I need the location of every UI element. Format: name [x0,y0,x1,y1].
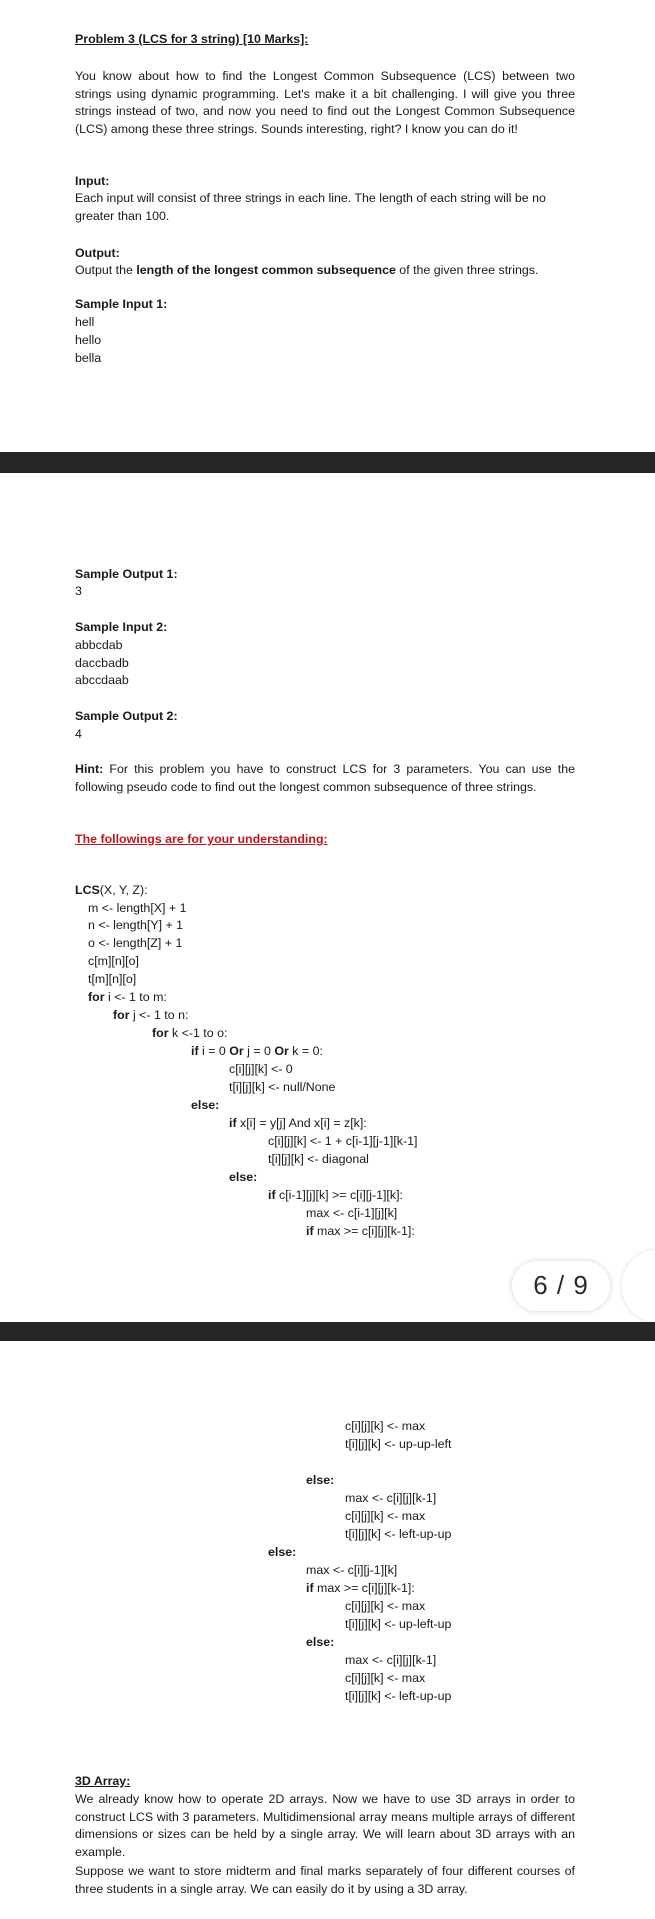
pseudo-text: i <- 1 to m: [104,990,167,1004]
pseudo-keyword: Or [229,1044,244,1058]
output-text [75,262,538,280]
pseudo-line: n <- length[Y] + 1 [88,918,184,932]
pseudo-text: x[i] = y[j] And x[i] = z[k]: [236,1116,367,1130]
problem-title: Problem 3 (LCS for 3 string) [10 Marks]: [75,32,309,46]
output-text-bold: length of the longest common subsequence [136,263,396,277]
pseudo-text: max >= c[i][j][k-1]: [313,1224,415,1238]
pseudo-keyword: if [306,1581,314,1595]
pseudo-text: i = 0 [198,1044,230,1058]
pseudo-keyword: if [306,1224,314,1238]
page-indicator-badge: 6 / 9 [512,1261,610,1311]
pseudo-line: c[m][n][o] [88,954,139,968]
pseudo-line [229,1115,367,1133]
pseudo-line: t[i][j][k] <- left-up-up [345,1527,452,1541]
pseudo-line [191,1043,323,1061]
pseudo-line: t[i][j][k] <- left-up-up [345,1689,452,1703]
pseudo-line: m <- length[X] + 1 [88,901,187,915]
pseudo-text: j = 0 [243,1044,275,1058]
pseudo-keyword: for [152,1026,169,1040]
output-heading: Output: [75,246,120,260]
pseudo-line [75,882,148,900]
document-page-2 [0,473,655,1322]
array3d-paragraph-2: Suppose we want to store midterm and final marks separately of four different courses of three students in a single array. We can easily do it by using a 3D array. [75,1864,575,1896]
input-heading: Input: [75,174,110,188]
pseudo-line: else: [306,1473,335,1487]
pseudo-keyword: Or [274,1044,289,1058]
sample-output-2-heading: Sample Output 2: [75,709,178,723]
hint-paragraph [75,761,575,796]
array3d-heading: 3D Array: [75,1774,131,1788]
pseudo-line [306,1580,415,1598]
pseudo-line: t[i][j][k] <- up-up-left [345,1437,452,1451]
pseudo-keyword: for [113,1008,130,1022]
output-text-before: Output the [75,263,137,277]
pseudo-line: c[i][j][k] <- max [345,1509,426,1523]
hint-label: Hint: [75,762,104,776]
pseudo-text: k = 0: [288,1044,323,1058]
pseudo-keyword: if [191,1044,199,1058]
intro-paragraph: You know about how to find the Longest Common Subsequence (LCS) between two strings using dynamic programming. Let's make it a bit challenging. I will give you three strings instead of two, and now you need to find out the Longest Common Subsequence (LCS) among these three strings. Sounds interesting, right? I know you can do it! [75,69,575,136]
document-page-3 [0,1341,655,1919]
pseudo-line [268,1187,403,1205]
array3d-paragraph-1: We already know how to operate 2D arrays. Now we have to use 3D arrays in order to construct LCS with 3 parameters. Multidimensional array means multiple arrays of different dimensions or sizes can be held by a single array. We will learn about 3D arrays with an example. [75,1792,575,1859]
sample-input-2-line: abbcdab [75,638,123,652]
pseudo-keyword: for [88,990,105,1004]
pseudo-text: j <- 1 to n: [129,1008,189,1022]
output-text-after: of the given three strings. [395,263,539,277]
pseudo-line: t[i][j][k] <- diagonal [268,1152,369,1166]
pseudo-line: else: [306,1635,335,1649]
sample-input-2-line: daccbadb [75,656,129,670]
page-separator [0,452,655,473]
pseudo-line: c[i][j][k] <- 1 + c[i-1][j-1][k-1] [268,1134,418,1148]
pseudo-line: else: [229,1170,258,1184]
pseudo-line: c[i][j][k] <- max [345,1671,426,1685]
pseudo-text: max >= c[i][j][k-1]: [313,1581,415,1595]
pseudo-keyword: if [268,1188,276,1202]
sample-input-1-line: bella [75,351,102,365]
pseudo-keyword: if [229,1116,237,1130]
pseudo-text: (X, Y, Z): [99,883,148,897]
pseudo-line: t[m][n][o] [88,972,137,986]
pseudo-line: max <- c[i-1][j][k] [306,1206,398,1220]
pseudo-line: t[i][j][k] <- null/None [229,1080,336,1094]
input-text: Each input will consist of three strings in each line. The length of each string will be no greater than 100. [75,191,546,223]
sample-input-1-line: hello [75,333,102,347]
pseudo-text: k <-1 to o: [168,1026,228,1040]
pseudo-line: else: [268,1545,297,1559]
pseudo-line: max <- c[i][j-1][k] [306,1563,398,1577]
pseudo-line: max <- c[i][j][k-1] [345,1491,437,1505]
page-separator [0,1322,655,1341]
pseudo-line [152,1025,227,1043]
pseudo-keyword: LCS [75,883,100,897]
hint-text: For this problem you have to construct LCS for 3 parameters. You can use the following pseudo code to find out the longest common subsequence of three strings. [75,762,575,794]
pseudo-line: t[i][j][k] <- up-left-up [345,1617,452,1631]
sample-input-1-line: hell [75,315,95,329]
document-page-1 [0,0,655,452]
sample-input-2-line: abccdaab [75,673,129,687]
pseudo-line [306,1223,415,1241]
sample-output-2-value: 4 [75,727,82,741]
pseudo-line [113,1007,188,1025]
pseudo-line: c[i][j][k] <- 0 [229,1062,293,1076]
sample-output-1-value: 3 [75,584,82,598]
pseudo-line: max <- c[i][j][k-1] [345,1653,437,1667]
pseudo-line: c[i][j][k] <- max [345,1599,426,1613]
followings-heading: The followings are for your understanding: [75,832,328,846]
pseudo-line: o <- length[Z] + 1 [88,936,183,950]
pseudo-line [88,989,167,1007]
pseudo-line: c[i][j][k] <- max [345,1419,426,1433]
pseudo-text: c[i-1][j][k] >= c[i][j-1][k]: [275,1188,403,1202]
sample-input-2-heading: Sample Input 2: [75,620,168,634]
pseudo-line: else: [191,1098,220,1112]
sample-output-1-heading: Sample Output 1: [75,567,178,581]
sample-input-1-heading: Sample Input 1: [75,297,168,311]
